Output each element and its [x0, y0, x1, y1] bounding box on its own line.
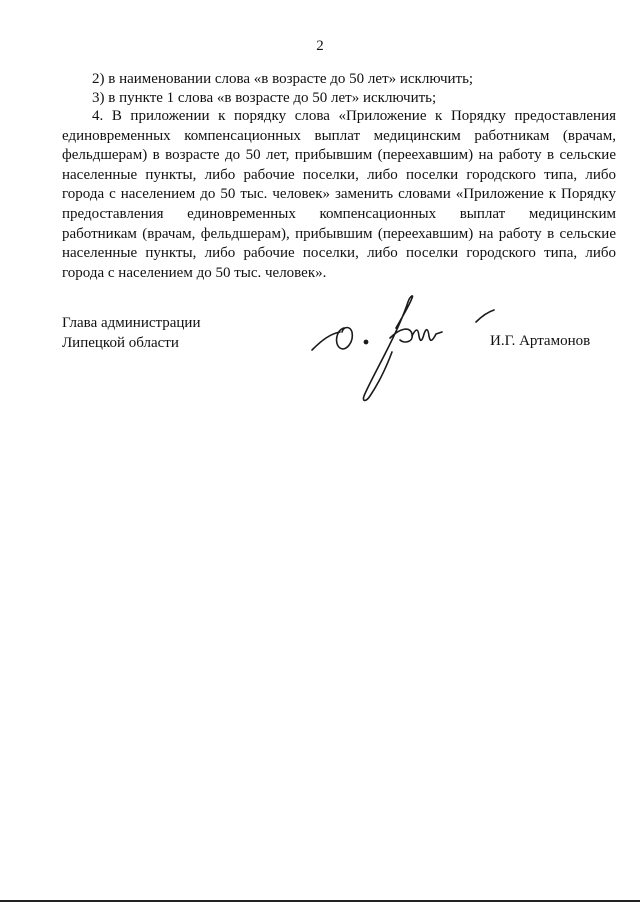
- signatory-name: И.Г. Артамонов: [490, 333, 591, 349]
- signatory-title: [62, 313, 200, 353]
- list-item-2: 2) в наименовании слова «в возрасте до 50 лет» исключить;: [92, 71, 474, 87]
- paragraph-line: 4. В приложении к порядку слова «Приложение к Порядку предоставления: [92, 108, 616, 124]
- paragraph-line: фельдшерам) в возрасте до 50 лет, прибывшим (переехавшим) на работу в сельские: [62, 147, 616, 164]
- paragraph-line: города с населением до 50 тыс. человек» заменить словами «Приложение к Порядку: [62, 186, 616, 203]
- paragraph-line: единовременных компенсационных выплат медицинским работникам (врачам,: [62, 127, 616, 144]
- paragraph-4: [62, 107, 616, 283]
- signatory-title-line2: Липецкой области: [62, 335, 179, 351]
- signatory-title-line1: Глава администрации: [62, 315, 201, 331]
- handwritten-signature: [300, 288, 510, 408]
- paragraph-line: населенные пункты, либо рабочие поселки, либо поселки городского типа, либо: [62, 245, 616, 262]
- bottom-rule: [0, 900, 640, 902]
- paragraph-line: населенные пункты, либо рабочие поселки, либо поселки городского типа, либо: [62, 166, 616, 183]
- paragraph-line: города с населением до 50 тыс. человек».: [62, 264, 327, 281]
- paragraph-line: работникам (врачам, фельдшерам), прибывшим (переехавшим) на работу в сельские: [62, 225, 616, 242]
- list-item-3: 3) в пункте 1 слова «в возрасте до 50 лет» исключить;: [92, 90, 437, 106]
- paragraph-line: предоставления единовременных компенсационных выплат медицинским: [62, 205, 616, 222]
- page-number: 2: [316, 38, 324, 54]
